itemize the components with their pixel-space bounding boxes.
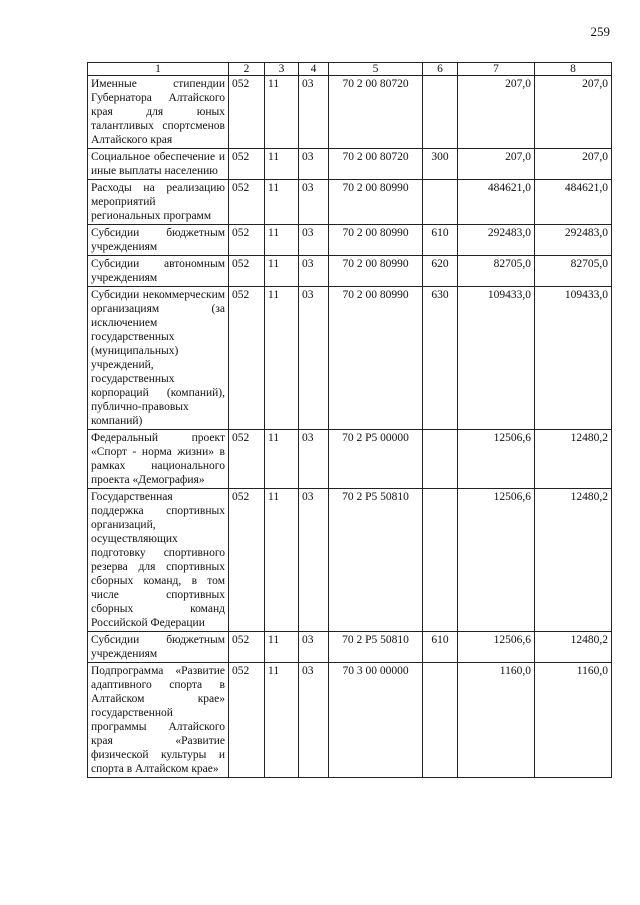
subsection-code: 03 [299, 180, 329, 225]
header-col-7: 7 [458, 63, 535, 76]
header-col-5: 5 [329, 63, 423, 76]
expense-name: Федеральный проект «Спорт - норма жизни» в рамках национального проекта «Демография» [88, 430, 229, 489]
table-row [88, 489, 612, 632]
target-article-code: 70 2 P5 50810 [329, 632, 423, 663]
expense-type-code [423, 76, 458, 149]
subsection-code: 03 [299, 256, 329, 287]
target-article-code: 70 2 00 80720 [329, 149, 423, 180]
subsection-code: 03 [299, 430, 329, 489]
section-code: 11 [265, 489, 299, 632]
expense-name: Субсидии бюджетным учреждениям [88, 225, 229, 256]
table-row [88, 663, 612, 778]
header-col-2: 2 [229, 63, 265, 76]
admin-code: 052 [229, 489, 265, 632]
target-article-code: 70 2 00 80990 [329, 180, 423, 225]
amount-col-7: 484621,0 [458, 180, 535, 225]
admin-code: 052 [229, 149, 265, 180]
section-code: 11 [265, 287, 299, 430]
amount-col-7: 1160,0 [458, 663, 535, 778]
section-code: 11 [265, 225, 299, 256]
admin-code: 052 [229, 430, 265, 489]
target-article-code: 70 2 P5 00000 [329, 430, 423, 489]
header-col-4: 4 [299, 63, 329, 76]
subsection-code: 03 [299, 149, 329, 180]
expense-name: Именные стипендии Губернатора Алтайского края для юных талантливых спортсменов Алтайского края [88, 76, 229, 149]
table-row [88, 430, 612, 489]
amount-col-8: 207,0 [535, 149, 612, 180]
amount-col-7: 207,0 [458, 76, 535, 149]
header-col-3: 3 [265, 63, 299, 76]
target-article-code: 70 2 00 80990 [329, 225, 423, 256]
table-row [88, 180, 612, 225]
amount-col-8: 82705,0 [535, 256, 612, 287]
section-code: 11 [265, 180, 299, 225]
section-code: 11 [265, 149, 299, 180]
amount-col-7: 12506,6 [458, 430, 535, 489]
admin-code: 052 [229, 632, 265, 663]
target-article-code: 70 3 00 00000 [329, 663, 423, 778]
expense-type-code [423, 489, 458, 632]
table-row [88, 632, 612, 663]
expense-name: Государственная поддержка спортивных организаций, осуществляющих подготовку спортивного резерва для спортивных сборных команд, в том числе спортивных сборных команд Российской Федерации [88, 489, 229, 632]
admin-code: 052 [229, 225, 265, 256]
expense-type-code [423, 180, 458, 225]
expense-type-code [423, 663, 458, 778]
expense-name: Субсидии некоммерческим организациям (за исключением государственных (муниципальных) учреждений, государственных корпораций (компаний), публично-правовых компаний) [88, 287, 229, 430]
section-code: 11 [265, 76, 299, 149]
expense-type-code: 620 [423, 256, 458, 287]
amount-col-7: 12506,6 [458, 632, 535, 663]
expense-type-code: 610 [423, 632, 458, 663]
target-article-code: 70 2 00 80720 [329, 76, 423, 149]
amount-col-7: 207,0 [458, 149, 535, 180]
target-article-code: 70 2 P5 50810 [329, 489, 423, 632]
table-row [88, 256, 612, 287]
section-code: 11 [265, 256, 299, 287]
page-number: 259 [590, 24, 610, 39]
section-code: 11 [265, 632, 299, 663]
amount-col-8: 109433,0 [535, 287, 612, 430]
amount-col-8: 12480,2 [535, 632, 612, 663]
expense-name: Подпрограмма «Развитие адаптивного спорта в Алтайском крае» государственной программы Алтайского края «Развитие физической культуры и спорта в Алтайском крае» [88, 663, 229, 778]
admin-code: 052 [229, 287, 265, 430]
admin-code: 052 [229, 663, 265, 778]
subsection-code: 03 [299, 632, 329, 663]
expense-type-code [423, 430, 458, 489]
amount-col-7: 109433,0 [458, 287, 535, 430]
expense-name: Субсидии автономным учреждениям [88, 256, 229, 287]
subsection-code: 03 [299, 225, 329, 256]
admin-code: 052 [229, 76, 265, 149]
expense-name: Расходы на реализацию мероприятий региональных программ [88, 180, 229, 225]
table-row [88, 287, 612, 430]
amount-col-8: 12480,2 [535, 430, 612, 489]
amount-col-8: 484621,0 [535, 180, 612, 225]
admin-code: 052 [229, 180, 265, 225]
subsection-code: 03 [299, 663, 329, 778]
subsection-code: 03 [299, 76, 329, 149]
amount-col-7: 292483,0 [458, 225, 535, 256]
table-body [88, 76, 612, 778]
table-header [88, 63, 612, 76]
table-row [88, 149, 612, 180]
subsection-code: 03 [299, 287, 329, 430]
amount-col-8: 1160,0 [535, 663, 612, 778]
budget-table [87, 62, 612, 778]
header-row [88, 63, 612, 76]
amount-col-7: 12506,6 [458, 489, 535, 632]
target-article-code: 70 2 00 80990 [329, 256, 423, 287]
subsection-code: 03 [299, 489, 329, 632]
section-code: 11 [265, 663, 299, 778]
admin-code: 052 [229, 256, 265, 287]
section-code: 11 [265, 430, 299, 489]
expense-type-code: 300 [423, 149, 458, 180]
amount-col-7: 82705,0 [458, 256, 535, 287]
header-col-1: 1 [88, 63, 229, 76]
amount-col-8: 207,0 [535, 76, 612, 149]
expense-name: Социальное обеспечение и иные выплаты населению [88, 149, 229, 180]
amount-col-8: 292483,0 [535, 225, 612, 256]
table-row [88, 76, 612, 149]
header-col-6: 6 [423, 63, 458, 76]
expense-type-code: 610 [423, 225, 458, 256]
expense-type-code: 630 [423, 287, 458, 430]
amount-col-8: 12480,2 [535, 489, 612, 632]
table-row [88, 225, 612, 256]
header-col-8: 8 [535, 63, 612, 76]
expense-name: Субсидии бюджетным учреждениям [88, 632, 229, 663]
target-article-code: 70 2 00 80990 [329, 287, 423, 430]
